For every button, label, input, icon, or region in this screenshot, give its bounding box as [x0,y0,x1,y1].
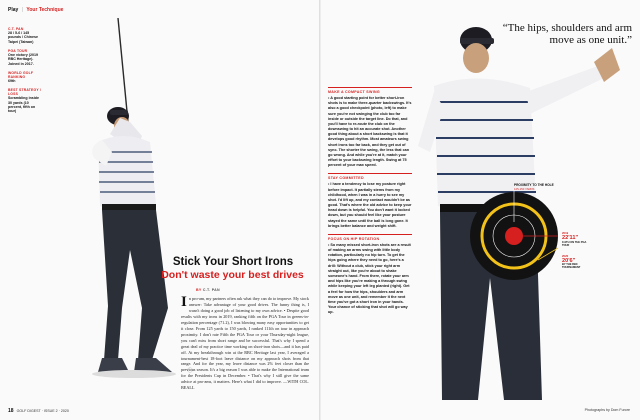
intro-text: n pro-am, my partners often ask what they can do to improve. My stock answer: Take advantage of your good drives. The funny thing is, I wasn't doing a good job of listening to my own advice. • Despite good results with my irons in 2019, ranking fifth on the PGA Tour in greens-in-regulation percentage (71.2), I was blowing many easy opportunities to get it close. From 125 yards to 150 yards, I ranked 111th on tour in approach proximity. I don't rate Fifth the PGA Tour or your Thursday-night league, you can't miss from short range and be successful. That's why I spend a great deal of my practice time working on short-iron shots—and it has paid off. At my breakthrough win at the RBC Heritage last year, I averaged a tournament-best 18-foot leave distance on my approach shots from that range. And for the year, my leave distance was 2% feet closer than the previous season. It's a big reason I was able to make the International team for the Presidents Cup in December. • That's why I still give the same advice at pro-ams, it matters. Here's what I did to improve. —WITH COL. BEALL [181,296,309,391]
byline-prefix: BY [196,288,202,292]
tip-body: • A good starting point for better short-iron shots is to make three-quarter backswings. It's also a good checkpoint (photo, left) to make sure you're not swinging the club too far inside or outside the target line. Do that, and you'll have to re-route the club on the downswing to hit an accurate shot. Another good thing about a short backswing is that it develops good rhythm. Most amateurs swing short irons too far back, and they get out of sync. The shorter the swing, the less that can go wrong. And while you're at it, match your effort to your backswing length. Swing at 75 percent of your max speed. [328,96,412,168]
byline-name: C.T. PAN [202,288,220,292]
tip-heading: MAKE A COMPACT SWING [328,87,412,94]
byline [196,288,220,292]
tip-heading: STAY COMMITTED [328,173,412,180]
callout-number: 22'11" [562,235,579,241]
stat-label: PGA TOUR [8,48,28,53]
stat-value: 69th [8,78,16,83]
tip-section [328,173,412,229]
page-fold [319,0,321,420]
intro-paragraph [181,296,309,391]
page-header [8,7,63,13]
stat-value: Scrambling inside 30 yards (10 percent, fifth on tour) [8,96,39,114]
stat-block [8,27,42,44]
callout-item [562,254,592,271]
proximity-title: PROXIMITY TO THE HOLE [514,183,554,187]
stat-block [8,71,42,83]
tip-body: • So many missed short-iron shots are a result of making an arms swing with little body rotation, particularly no hip turn. To get the hips going where they need to go, here's a drill: Without a club, stick your right arm straight out, like you're about to shake someone's hand. From there, rotate your arm and hips like you're making a through swing while keeping your left leg planted (right). Get a feel for how the hips, shoulders and arm move as one unit, and remember it the next time you've got a short iron in your hands. Your chance of sticking that shot will go way up. [328,242,411,315]
callout-item [562,231,592,248]
article-title: Stick Your Short Irons [172,256,294,268]
article-subtitle: Don't waste your best drives [161,269,304,281]
topic-label: Your Technique [26,7,64,13]
page-number: 18 [8,408,14,414]
footer-left [8,408,69,414]
callout-year: 2020 [562,253,569,258]
drop-cap: I [181,294,187,310]
photo-credit: Photographs by Dom Furore [584,408,630,412]
tip-section [328,234,412,315]
player-stats [8,22,42,113]
pull-quote: “The hips, shoulders and arm move as one unit.” [502,22,632,47]
stat-value: One victory (2019 RBC Heritage). Joined in 2017. [8,52,38,66]
tips-column [328,82,412,315]
header-separator: | [21,7,24,13]
proximity-range: 125-150 YARDS [514,187,535,191]
tip-heading: FOCUS ON HIP ROTATION [328,234,412,241]
tip-body: • I have a tendency to lose my posture right before impact. It partially stems from my childhood, when I was in a hurry to see my shot. I'd lift up, and my contact wouldn't be as good. That's where the old advice to keep your head down is helpful. You don't want it locked down, but you should feel like your posture stayed the same until the ball is long gone. It brings better balance and weight shift. [328,182,412,228]
stat-block [8,88,42,113]
proximity-label [514,183,554,191]
stat-label: WORLD GOLF RANKING [8,70,34,79]
callout-number: 20'6" [562,257,576,264]
stat-label: C.T. PAN [8,27,24,31]
callout-desc: BY THE RBC TOURNAMENT [562,263,581,270]
tip-section [328,87,412,168]
section-label: Play [8,7,19,13]
stat-value: 28 / 5-6 / 145 pounds / Chinese Taipei (Taiwan) [8,31,38,44]
stat-callouts [562,231,592,270]
callout-year: 2019 [562,231,569,235]
stat-label: BEST STRATEGY / LOSS [8,88,42,97]
callout-desc: 111TH ON THE PGA TOUR [562,240,587,247]
publication-line: GOLF DIGEST · ISSUE 2 · 2020 [16,409,69,413]
stat-block [8,49,42,66]
golfer-drill-photo [398,22,630,412]
